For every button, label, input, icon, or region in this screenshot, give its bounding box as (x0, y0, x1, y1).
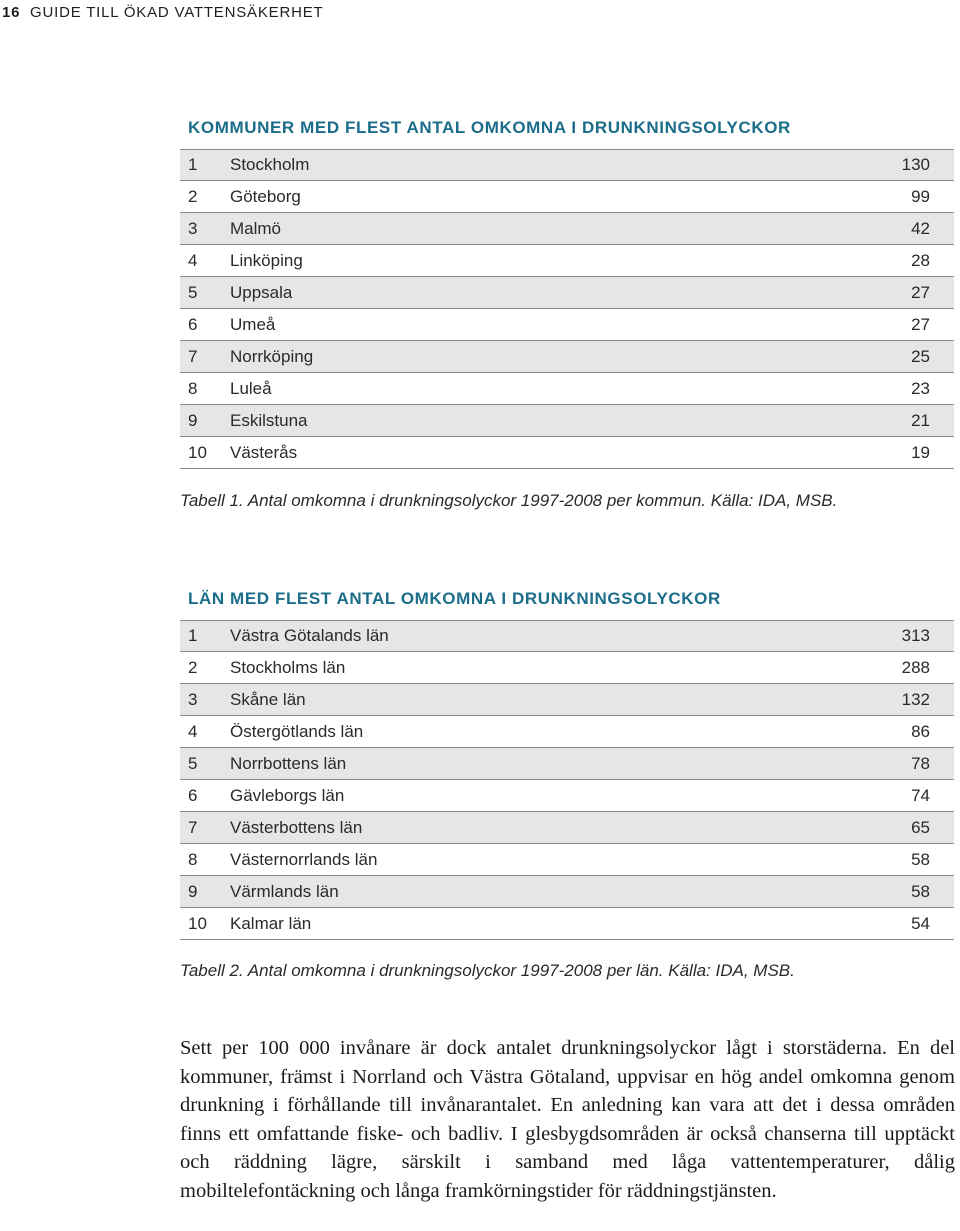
table-row (180, 780, 954, 812)
name-cell: Västernorrlands län (230, 849, 378, 869)
table-row (180, 748, 954, 780)
table-lan (180, 589, 954, 940)
value-cell: 42 (911, 218, 930, 238)
name-cell: Linköping (230, 250, 303, 270)
value-cell: 21 (911, 410, 930, 430)
table-row (180, 684, 954, 716)
name-cell: Västerås (230, 442, 298, 462)
rank-cell: 8 (188, 849, 198, 869)
name-cell: Uppsala (230, 282, 293, 302)
name-cell: Luleå (230, 378, 272, 398)
name-cell: Stockholms län (230, 657, 346, 677)
table-caption: Tabell 2. Antal omkomna i drunkningsolyckor 1997-2008 per län. Källa: IDA, MSB. (180, 961, 795, 980)
value-cell: 27 (911, 314, 930, 334)
body-paragraph: Sett per 100 000 invånare är dock antalet drunkningsolyckor lågt i storstäderna. En del kommuner, främst i Norrland och Västra Götaland, uppvisar en hög andel omkomna genom drunkning i förhållande till invånarantalet. En anledning kan vara att det i dessa områden finns ett omfattande fiske- och badliv. I glesbygdsområden är också chanserna till upptäckt och räddning lägre, särskilt i samband med låga vattentemperaturer, dålig mobiltelefontäckning och långa framkörningstider för räddningstjänsten. (180, 1037, 955, 1202)
table-row (180, 437, 954, 469)
value-cell: 23 (911, 378, 930, 398)
value-cell: 74 (911, 785, 930, 805)
value-cell: 86 (911, 721, 930, 741)
rank-cell: 10 (188, 442, 207, 462)
rank-cell: 6 (188, 314, 198, 334)
rank-cell: 7 (188, 817, 198, 837)
name-cell: Skåne län (230, 689, 306, 709)
table-row (180, 213, 954, 245)
table-row (180, 341, 954, 373)
table-title: LÄN MED FLEST ANTAL OMKOMNA I DRUNKNINGSOLYCKOR (188, 589, 721, 608)
page-header (0, 0, 324, 24)
rank-cell: 8 (188, 378, 198, 398)
value-cell: 65 (911, 817, 930, 837)
value-cell: 288 (901, 657, 930, 677)
page-number: 16 (2, 3, 21, 21)
table-row (180, 908, 954, 940)
rank-cell: 1 (188, 626, 198, 645)
value-cell: 54 (911, 913, 930, 933)
rank-cell: 3 (188, 218, 198, 238)
table-row (180, 245, 954, 277)
value-cell: 130 (901, 155, 930, 174)
name-cell: Kalmar län (230, 913, 312, 933)
name-cell: Gävleborgs län (230, 785, 345, 805)
table-title: KOMMUNER MED FLEST ANTAL OMKOMNA I DRUNKNINGSOLYCKOR (188, 118, 791, 137)
value-cell: 19 (911, 442, 930, 462)
rank-cell: 7 (188, 346, 198, 366)
rank-cell: 6 (188, 785, 198, 805)
name-cell: Malmö (230, 218, 282, 238)
value-cell: 27 (911, 282, 930, 302)
rank-cell: 5 (188, 282, 198, 302)
table-row (180, 652, 954, 684)
rank-cell: 4 (188, 250, 198, 270)
value-cell: 28 (911, 250, 930, 270)
name-cell: Umeå (230, 314, 276, 334)
value-cell: 58 (911, 849, 930, 869)
rank-cell: 9 (188, 410, 198, 430)
value-cell: 313 (901, 626, 930, 645)
rank-cell: 10 (188, 913, 207, 933)
table-row (180, 277, 954, 309)
table-row (180, 373, 954, 405)
name-cell: Norrbottens län (230, 753, 347, 773)
table-body (180, 620, 954, 940)
name-cell: Stockholm (230, 155, 310, 174)
table-kommuner (180, 118, 954, 469)
table-body (180, 149, 954, 469)
table-row (180, 405, 954, 437)
name-cell: Värmlands län (230, 881, 339, 901)
table-row (180, 149, 954, 181)
value-cell: 25 (911, 346, 930, 366)
table-row (180, 181, 954, 213)
table-row (180, 309, 954, 341)
table-row (180, 620, 954, 652)
rank-cell: 3 (188, 689, 198, 709)
rank-cell: 1 (188, 155, 198, 174)
name-cell: Göteborg (230, 186, 301, 206)
table-row (180, 716, 954, 748)
name-cell: Västra Götalands län (230, 626, 389, 645)
table-row (180, 844, 954, 876)
rank-cell: 4 (188, 721, 198, 741)
rank-cell: 9 (188, 881, 198, 901)
rank-cell: 2 (188, 186, 198, 206)
value-cell: 132 (901, 689, 930, 709)
running-title: GUIDE TILL ÖKAD VATTENSÄKERHET (30, 3, 324, 21)
table-row (180, 812, 954, 844)
table-caption: Tabell 1. Antal omkomna i drunkningsolyckor 1997-2008 per kommun. Källa: IDA, MSB. (180, 491, 838, 510)
rank-cell: 5 (188, 753, 198, 773)
name-cell: Eskilstuna (230, 410, 308, 430)
value-cell: 78 (911, 753, 930, 773)
table-row (180, 876, 954, 908)
name-cell: Norrköping (230, 346, 314, 366)
name-cell: Västerbottens län (230, 817, 363, 837)
value-cell: 99 (911, 186, 930, 206)
rank-cell: 2 (188, 657, 198, 677)
value-cell: 58 (911, 881, 930, 901)
name-cell: Östergötlands län (230, 721, 364, 741)
